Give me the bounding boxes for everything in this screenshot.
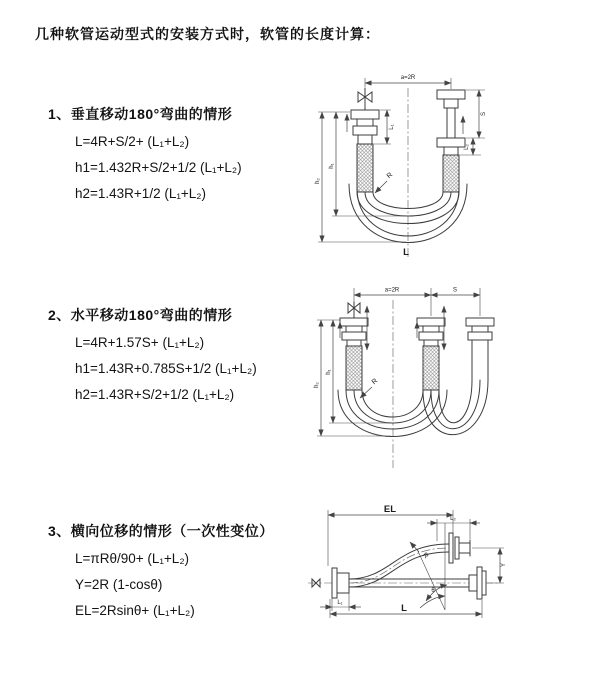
formula-line: h1=1.43R+0.785S+1/2 (L₁+L₂) <box>75 361 257 376</box>
u-bend-hose-original <box>338 390 447 437</box>
formula-line: L=4R+1.57S+ (L₁+L₂) <box>75 335 205 350</box>
diagram-horizontal-180-bend <box>303 280 595 478</box>
braided-hose-left <box>357 144 373 192</box>
flange-left <box>332 568 349 598</box>
dim-label-y: Y <box>501 562 507 568</box>
section-2-formulas <box>48 330 257 408</box>
braided-hose-right <box>443 155 459 192</box>
section-1-heading: 1、垂直移动180°弯曲的情形 <box>48 106 233 122</box>
section-3 <box>48 521 274 624</box>
formula-line: h1=1.432R+S/2+1/2 (L₁+L₂) <box>75 160 242 175</box>
dim-label-a2r: a=2R <box>384 287 400 294</box>
formula-line: h2=1.43R+1/2 (L₁+L₂) <box>75 186 207 201</box>
formula-line: L=πRθ/90+ (L₁+L₂) <box>75 551 190 566</box>
formula-line: h2=1.43R+S/2+1/2 (L₁+L₂) <box>75 387 235 402</box>
diagram-lateral-displacement <box>296 494 600 666</box>
angle-theta-construction <box>417 523 447 610</box>
dimension-l1 <box>320 592 361 611</box>
dimension-a-2r-s <box>354 288 480 317</box>
dim-label-l1: L₁ <box>337 600 343 606</box>
dim-label-r: R <box>420 551 430 561</box>
dim-label-l1: L₁ <box>389 124 395 130</box>
dim-label-l: L <box>401 603 407 614</box>
dim-label-el: EL <box>383 504 397 515</box>
formula-line: EL=2Rsinθ+ (L₁+L₂) <box>75 603 195 618</box>
flange-right <box>469 567 486 599</box>
formula-line: Y=2R (1-cosθ) <box>75 577 163 592</box>
pipe-fitting-left <box>351 110 379 144</box>
dim-label-h1: h₁ <box>329 163 335 169</box>
braided-hose-left <box>346 346 362 390</box>
pipe-fitting-middle <box>417 318 445 346</box>
dim-label-r: R <box>370 377 380 387</box>
section-3-heading: 3、横向位移的情形（一次性变位） <box>48 523 274 539</box>
dim-label-a2r: a=2R <box>400 75 416 81</box>
dim-label-h2: h₂ <box>315 178 321 184</box>
dim-label-l-total: L <box>403 247 409 258</box>
section-1-formulas <box>48 129 242 207</box>
dim-label-l2: L₂ <box>450 516 456 522</box>
dim-label-h2: h₂ <box>314 382 320 388</box>
flange-upper <box>449 533 470 563</box>
dim-label-s: S <box>481 111 487 117</box>
page-title: 几种软管运动型式的安装方式时，软管的长度计算： <box>35 26 380 42</box>
dimension-s-l2 <box>460 90 487 155</box>
dim-label-s: S <box>452 287 458 294</box>
dimension-el <box>328 504 453 566</box>
valve-icon <box>348 302 360 318</box>
formula-line: L=4R+S/2+ (L₁+L₂) <box>75 134 190 149</box>
radius-callout <box>360 378 379 398</box>
valve-icon <box>358 88 372 110</box>
section-2-heading: 2、水平移动180°弯曲的情形 <box>48 307 233 323</box>
pipe-fitting-left <box>340 318 368 346</box>
dim-label-r: R <box>385 171 395 181</box>
dim-label-h1: h₁ <box>326 369 332 375</box>
dim-label-theta: θ <box>431 588 435 594</box>
braided-hose-middle <box>423 346 439 390</box>
radius-callout <box>375 172 394 193</box>
dimension-l <box>330 599 482 618</box>
section-2 <box>48 305 257 408</box>
hose-displaced-s-curve <box>349 544 449 587</box>
pipe-fitting-right <box>437 90 465 155</box>
section-3-formulas <box>48 546 274 624</box>
section-1 <box>48 104 242 207</box>
diagram-vertical-180-bend <box>303 66 595 264</box>
pipe-fitting-right <box>466 318 494 380</box>
dim-label-l2: L₂ <box>464 144 470 150</box>
dimension-a-2r <box>365 75 451 89</box>
